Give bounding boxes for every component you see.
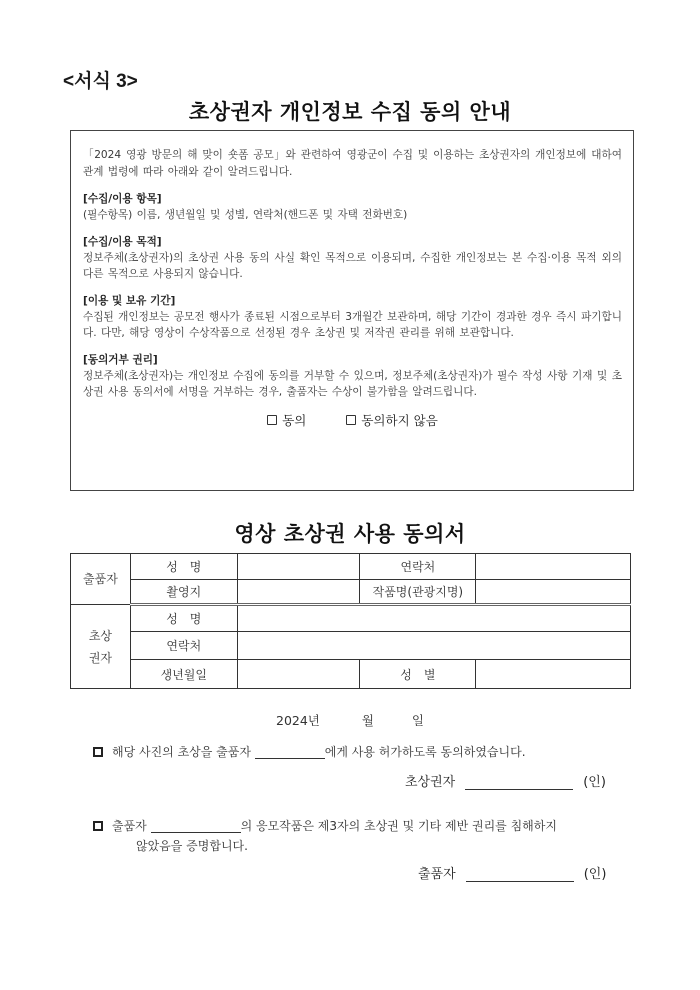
date-day: 일 [411,713,424,728]
statement-1-text-before: 해당 사진의 초상을 출품자 [112,745,255,759]
statement-1-checkbox[interactable] [93,747,103,757]
portrait-contact-field[interactable] [237,632,630,660]
disagree-label: 동의하지 않음 [361,412,438,428]
date-line [0,711,700,729]
section-body: 정보주체(초상권자)는 개인정보 수집에 동의를 거부할 수 있으며, 정보주체(초상권자)가 필수 작성 사항 기재 및 초상권 사용 동의서에 서명을 거부하는 경우, 출품자는 수상이 불가함을 알려드립니다. [83,369,622,398]
portrait-gender-field[interactable] [476,660,631,689]
privacy-notice-box [70,130,634,491]
form-number-label: <서식 3> [63,71,138,92]
section-body: 수집된 개인정보는 공모전 행사가 종료된 시점으로부터 3개월간 보관하며, 해당 기간이 경과한 경우 즉시 파기합니다. 다만, 해당 영상이 수상작품으로 선정된 경우 초상권 및 저작권 관리를 위해 보관합니다. [83,310,622,339]
notice-section-refusal [83,352,622,401]
group-label-line: 권자 [88,650,113,665]
submitter-name-blank-2[interactable] [151,819,241,833]
portrait-name-field[interactable] [237,605,630,632]
notice-section-purpose [83,234,622,283]
notice-section-retention [83,293,622,342]
seal-2: (인) [583,867,607,882]
notice-section-items [83,191,622,224]
statement-2-checkbox[interactable] [93,821,103,831]
consent-options [83,411,622,429]
portrait-birth-field[interactable] [237,660,360,689]
section-heading: [수집/이용 항목] [83,193,162,205]
section-body: (필수항목) 이름, 생년월일 및 성별, 연락처(핸드폰 및 자택 전화번호) [83,209,408,221]
agree-label: 동의 [282,412,307,428]
section-heading: [수집/이용 목적] [83,235,162,248]
submitter-name-label: 성 명 [130,554,237,580]
portrait-holder-group-label [71,605,131,689]
section-body: 정보주체(초상권자)의 초상권 사용 동의 사실 확인 목적으로 이용되며, 수집한 개인정보는 본 수집·이용 목적 외의 다른 목적으로 사용되지 않습니다. [83,251,622,280]
work-title-field[interactable] [476,580,631,605]
notice-intro: 「2024 영광 방문의 해 맞이 숏폼 공모」와 관련하여 영광군이 수집 및 이용하는 초상권자의 개인정보에 대하여 관계 법령에 따라 아래와 같이 알려드립니다. [83,149,622,178]
notice-title: 초상권자 개인정보 수집 동의 안내 [188,100,512,124]
section-heading: [이용 및 보유 기간] [83,294,176,307]
submitter-name-blank[interactable] [255,745,325,759]
statement-portrait-consent [93,742,526,762]
statement-2-text-after: 의 응모작품은 제3자의 초상권 및 기타 제반 권리를 침해하지 [240,819,557,833]
seal-1: (인) [583,775,606,790]
signature-2-label: 출품자 [418,867,456,882]
submitter-contact-field[interactable] [476,554,631,580]
shooting-location-label: 촬영지 [130,580,237,605]
signature-1-label: 초상권자 [405,775,456,790]
shooting-location-field[interactable] [237,580,360,605]
disagree-option[interactable] [346,411,437,429]
consent-form-table [70,553,631,689]
submitter-signature [418,863,606,882]
portrait-birth-label: 생년월일 [130,660,237,689]
statement-1-text-after: 에게 사용 허가하도록 동의하였습니다. [324,745,526,759]
statement-submitter-certification [93,816,613,856]
date-month: 월 [361,713,374,728]
group-label-line: 초상 [88,628,113,643]
portrait-name-label: 성 명 [130,605,237,632]
submitter-contact-label: 연락처 [360,554,476,580]
statement-2-text-before: 출품자 [112,819,151,833]
submitter-group-label: 출품자 [71,554,131,605]
portrait-holder-signature-line[interactable] [465,776,573,790]
agree-option[interactable] [267,411,306,429]
submitter-name-field[interactable] [237,554,360,580]
agree-checkbox[interactable] [267,415,277,425]
submitter-signature-line[interactable] [466,868,574,882]
work-title-label: 작품명(관광지명) [360,580,476,605]
disagree-checkbox[interactable] [346,415,356,425]
statement-2-text-line2: 않았음을 증명합니다. [136,839,248,853]
date-year: 2024년 [276,713,320,728]
consent-form-title: 영상 초상권 사용 동의서 [234,522,466,546]
portrait-contact-label: 연락처 [130,632,237,660]
portrait-holder-signature [405,771,606,790]
section-heading: [동의거부 권리] [83,353,158,366]
portrait-gender-label: 성 별 [360,660,476,689]
